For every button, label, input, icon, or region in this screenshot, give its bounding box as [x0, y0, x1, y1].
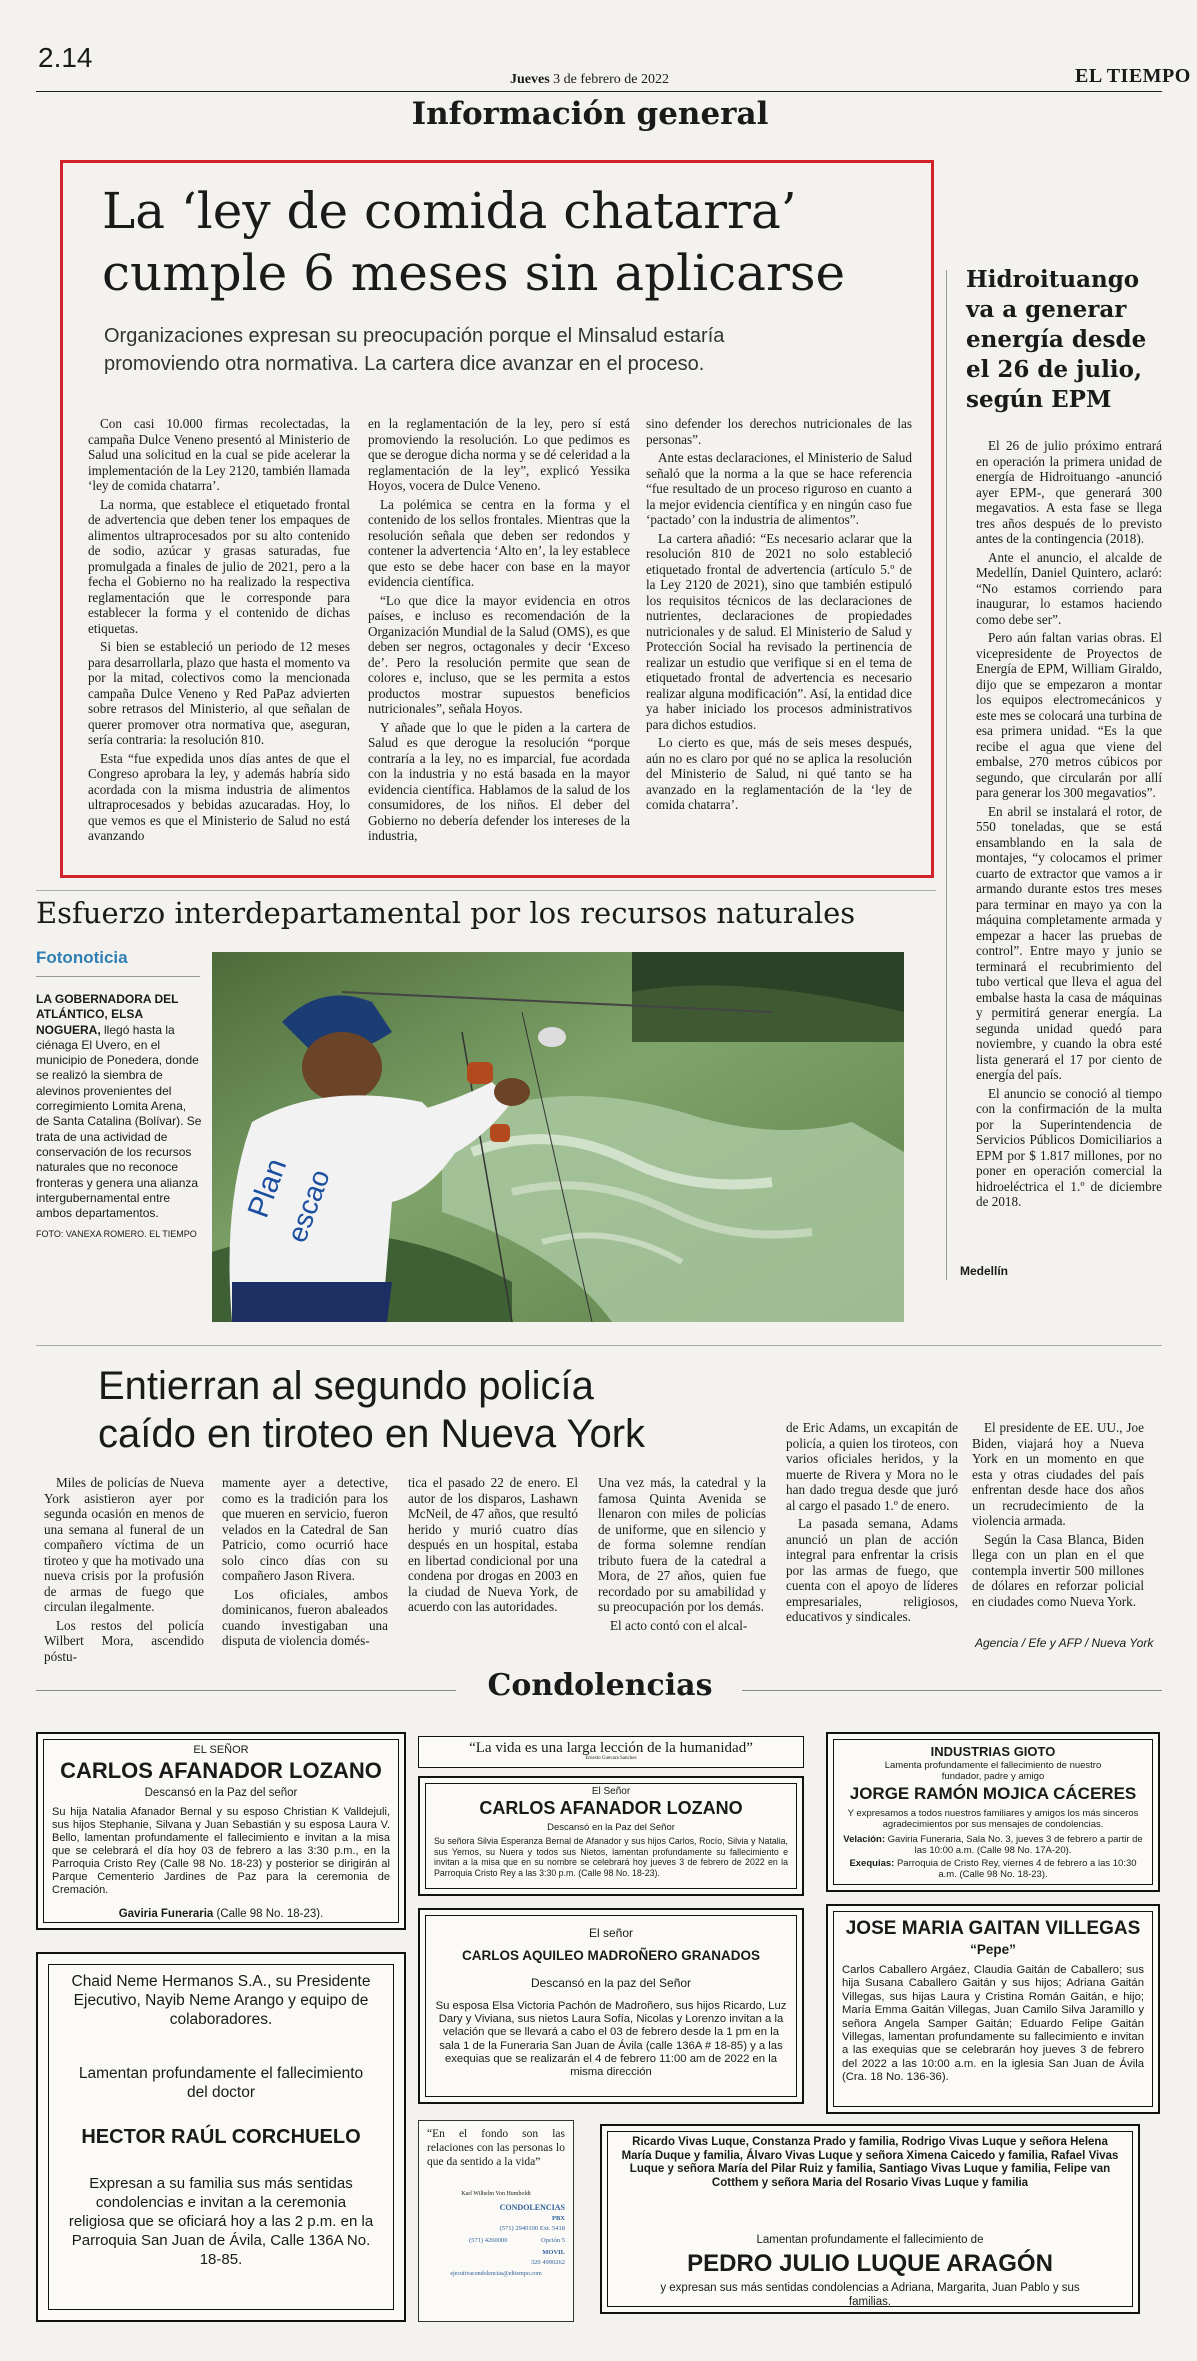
ny-headline-line-2: caído en tiroteo en Nueva York: [98, 1412, 646, 1456]
paragraph: El 26 de julio próximo entrará en operación la primera unidad de energía de Hidroituango -anunció ayer EPM-, que generará 300 megavatios. A esta fase se llega tres años después de lo previsto antes de la contingencia (2018).: [976, 438, 1162, 546]
caption-text: llegó hasta la ciénaga El Uvero, en el municipio de Ponedera, donde se realizó la siembra de alevinos provenientes del corregimiento Lomita Arena, de Santa Catalina (Bolívar). Se trata de una actividad de conservación de los recursos naturales que no reconoce fronteras y genera una alianza intergubernamental entre ambos departamentos.: [36, 1022, 202, 1221]
photo-credit: FOTO: VANEXA ROMERO. EL TIEMPO: [36, 1229, 197, 1240]
headline-line-1: La ‘ley de comida chatarra’: [102, 182, 797, 240]
paragraph: Los oficiales, ambos dominicanos, fueron abaleados cuando investigaban una disputa de violencia domés-: [222, 1586, 388, 1648]
date-rest: 3 de febrero de 2022: [553, 72, 670, 87]
condolence-ad-madronero: [418, 1908, 804, 2104]
ad5-movil: 320 4990262: [530, 2259, 565, 2266]
paragraph: El acto contó con el alcal-: [610, 1617, 748, 1633]
paragraph: “Lo que dice la mayor evidencia en otros países, e incluso es recomendación de la Organización Mundial de la Salud (OMS), es que deben ser negros, octagonales y decir ‘Exceso de’. Pero la resolución permite que sean de colores e, incluso, que se les permita a estos productos mostrar supuestos beneficios nutricionales”, señala Hoyos.: [368, 592, 630, 716]
fisherman-photo: [212, 952, 904, 1322]
section-title: Información general: [411, 96, 769, 132]
ad4-name: CARLOS AQUILEO MADROÑERO GRANADOS: [461, 1948, 760, 1963]
paragraph: Y añade que lo que le piden a la cartera de Salud es que derogue la resolución “porque contraría a la ley, no es imparcial, fue acordada con la industria y no está basada en la mayor evidencia científica. Hablamos de la salud de los consumidores, de los niños. El deber del Gobierno no debería defender los intereses de la industria,: [368, 719, 630, 843]
ad5-other-label: Opción 5: [540, 2237, 565, 2244]
ad4-rest: Descansó en la paz del Señor: [530, 1976, 692, 1990]
ny-story-rule: [36, 1345, 1162, 1346]
ad5-brand: CONDOLENCIAS: [499, 2203, 565, 2212]
ad8-family: Ricardo Vivas Luque, Constanza Prado y familia, Rodrigo Vivas Luque y señora Helena María Duque y familia, Álvaro Vivas Luque y señora Ximena Caicedo y familia, Rafael Vivas Luque y señora María del Pilar Ruiz y familia, Santiago Vivas Luque y familia, Felipe van Cotthem y señora Maria del Rosario Vivas Luque y familia: [621, 2136, 1119, 2189]
ny-column-6: [972, 1420, 1144, 1612]
ny-story-headline: [98, 1362, 645, 1458]
ad1-name: CARLOS AFANADOR LOZANO: [60, 1758, 382, 1783]
main-story-deck: Organizaciones expresan su preocupación porque el Minsalud estaría promoviendo otra normativa. La cartera dice avanzar en el proceso.: [104, 325, 725, 375]
headline-line-2: cumple 6 meses sin aplicarse: [102, 244, 846, 302]
ad6-lament: Lamenta profundamente el fallecimiento de nuestro fundador, padre y amigo: [884, 1760, 1102, 1782]
shirt-text-2: escao: [281, 1165, 336, 1247]
condolence-ad-afanador-1: [36, 1732, 406, 1930]
ad7-nickname: “Pepe”: [970, 1942, 1016, 1957]
ad3-name: CARLOS AFANADOR LOZANO: [479, 1798, 743, 1818]
ad6-velacion: [842, 1834, 1144, 1856]
ad5-author: Karl Wilhelm Von Humboldt: [461, 2191, 531, 2197]
ad6-body: Y expresamos a todos nuestros familiares y amigos los más sinceros agradecimientos por sus mensajes de condolencias.: [847, 1808, 1139, 1830]
header-rule: [36, 91, 1162, 92]
ad8-closing: y expresan sus más sentidas condolencias a Adriana, Margarita, Juan Pablo y sus familias.: [660, 2282, 1080, 2308]
ad1-footer: [38, 1908, 404, 1920]
main-story-headline: [102, 180, 845, 304]
ad3-quote-box: [418, 1736, 804, 1768]
ny-column-3: [408, 1475, 578, 1618]
ad6-velacion-text: Gaviria Funeraria, Sala No. 3, jueves 3 de febrero a partir de las 10:00 a.m. (Calle 98 No. 17A-20).: [887, 1834, 1143, 1856]
ny-column-2: [222, 1475, 388, 1652]
side-story-dateline: Medellín: [960, 1264, 1009, 1278]
paragraph: Lo cierto es que, más de seis meses después, aún no es claro por qué no se aplica la resolución del Ministerio de Salud, ni qué tanto se ha avanzado en la reglamentación de la ‘ley de comida chatarra’.: [646, 735, 912, 812]
paragraph: en la reglamentación de la ley, pero sí está promoviendo la resolución. Lo que pedimos es que se derogue dicha norma y se dé celeridad a la reglamentación de la ley”, explicó Yessika Hoyos, vocera de Dulce Veneno.: [368, 416, 630, 493]
ny-column-1: [44, 1475, 204, 1667]
ad1-rest: Descansó en la Paz del señor: [144, 1787, 298, 1799]
paragraph: Una vez más, la catedral y la famosa Quinta Avenida se llenaron con miles de policías de uniforme, que en silencio y de forma solemne rendían tributo fuera de la catedral a Mora, de 27 años, quien fue recordado por su amabilidad y su preocupación por los demás.: [598, 1475, 766, 1614]
ad1-funeral-home: Gaviria Funeraria: [118, 1908, 214, 1920]
ad6-exequias: [842, 1858, 1144, 1880]
paragraph: mamente ayer a detective, como es la tradición para los que mueren en servicio, fueron velados en la Catedral de San Patricio, como ocurrió hace solo cinco días con su compañero Jason Rivera.: [222, 1475, 388, 1583]
ad4-body: Su esposa Elsa Victoria Pachón de Madroñero, sus hijos Ricardo, Luz Dary y Viviana, sus nietos Laura Sofía, Nicolas y Lorenzo invitan a la velación que se llevará a cabo el 03 de febrero desde la 1 pm en la sala 1 de la Funeraria San Juan de Ávila (calle 136A # 18-85) y a las exequias que se realizarán el 4 de febrero 11:00 am de 2022 en la misma dirección: [435, 2000, 787, 2079]
ad3-body: Su señora Silvia Esperanza Bernal de Afanador y sus hijos Carlos, Rocío, Silvia y Natalia, sus Yernos, su Nuera y todos sus Nietos, lamentan profundamente su fallecimiento e invitan a la misa que en su nombre se celebrará hoy jueves 3 de febrero de 2022 en la Parroquia Cristo Rey a las 3:30 p.m. (Calle 98 No. 18-23).: [434, 1836, 788, 1878]
paragraph: En abril se instalará el rotor, de 550 toneladas, que se está ensamblando en la sala de montajes, “y colocamos el primer cuarto de extractor que vamos a ir armando durante estos tres meses para terminar en mayo ya con la máquina completamente armada y empezar a hacer las pruebas de control”. Entre mayo y junio se terminará el recubrimiento del tubo vertical que lleva el agua del embalse hasta la casa de máquinas y permitirá generar energía. La segunda unidad quedó para noviembre, y cuando la obra esté lista generará el 17 por ciento de energía del país.: [976, 803, 1162, 1082]
condolences-rule-left: [36, 1690, 456, 1691]
paragraph: Los restos del policía Wilbert Mora, ascendido póstu-: [44, 1617, 204, 1664]
ad3-rest: Descansó en la Paz del Señor: [547, 1822, 675, 1833]
condolence-ad-luque: [600, 2124, 1140, 2314]
ad7-name: JOSE MARIA GAITAN VILLEGAS: [845, 1918, 1141, 1939]
photo-caption: [36, 992, 202, 1243]
news-photo: [212, 952, 904, 1322]
ad3-quote: “La vida es una larga lección de la humanidad”: [469, 1740, 753, 1756]
ad8-name: PEDRO JULIO LUQUE ARAGÓN: [687, 2250, 1053, 2277]
condolence-ad-mojica: [826, 1732, 1160, 1892]
paragraph: La polémica se centra en la forma y el contenido de los sellos frontales. Mientras que la resolución señala que deben ser redondos y contener la advertencia ‘Alto en’, la ley establece que esto se debe hacer con base en la mayor evidencia científica.: [368, 496, 630, 589]
paragraph: Según la Casa Blanca, Biden llega con un plan en el que contempla invertir 500 millones de dólares en reforzar policial en ciudades como Nueva York.: [972, 1531, 1144, 1609]
ad5-quote: “En el fondo son las relaciones con las personas lo que da sentido a la vida”: [427, 2128, 565, 2168]
ny-column-4: [598, 1475, 766, 1636]
ad3-quote-author: Ernesto Guevara Sanchez: [585, 1756, 637, 1761]
ad1-prefix: EL SEÑOR: [193, 1744, 249, 1756]
ny-headline-line-1: Entierran al segundo policía: [98, 1364, 594, 1408]
ad3-prefix: El Señor: [591, 1786, 631, 1797]
photo-kicker: Fotonoticia: [36, 948, 128, 967]
main-story-column-1: [88, 416, 350, 847]
photo-kicker-rule: [36, 976, 200, 977]
ad4-prefix: El señor: [588, 1926, 634, 1940]
condolences-rule-right: [742, 1690, 1162, 1691]
ad5-movil-label: MOVIL: [542, 2249, 565, 2256]
condolences-title: Condolencias: [487, 1668, 713, 1703]
ad1-funeral-address: (Calle 98 No. 18-23).: [216, 1908, 324, 1920]
main-story-column-2: [368, 416, 630, 847]
paragraph: La cartera añadió: “Es necesario aclarar que la resolución 810 de 2021 no solo estableció etiquetado frontal de advertencia (artículo 5.º de la Ley 2120 de 2021), sino que también estipuló los requisitos técnicos de las declaraciones de nutrientes, declaraciones de propiedades nutricionales y de salud. El Ministerio de Salud y Protección Social ha revisado la pertinencia de realizar un estudio que verifique si en el tema de etiquetado frontal de advertencia es necesario realizar alguna modificación”. Así, la entidad dice ya haber iniciado los procesos administrativos para dichos estudios.: [646, 530, 912, 732]
paragraph: La norma, que establece el etiquetado frontal de advertencia que deben tener los empaques de alimentos ultraprocesados por su alto contenido de sodio, azúcar y grasas saturadas, fue promulgada a finales de julio de 2021, pero a la fecha el Gobierno no ha realizado la respectiva reglamentación que le corresponde para establecer la forma y el contenido de dichas etiquetas.: [88, 496, 350, 636]
photo-story-rule: [36, 890, 936, 891]
condolence-ad-corchuelo: [36, 1952, 406, 2322]
newspaper-logo: EL TIEMPO: [1075, 65, 1191, 87]
paragraph: Con casi 10.000 firmas recolectadas, la campaña Dulce Veneno presentó al Ministerio de Salud una solicitud en la cual se pide acelerar la implementación de la Ley 2120, también llamada ‘ley de comida chatarra’.: [88, 416, 350, 493]
side-story-body: [976, 438, 1162, 1213]
ny-column-5: [786, 1420, 958, 1628]
paragraph: sino defender los derechos nutricionales de las personas”.: [646, 416, 912, 447]
shirt-text-1: Plan: [241, 1154, 294, 1223]
ad1-body: Su hija Natalia Afanador Bernal y su esposo Christian K Valldejuli, sus hijos Stephanie, Silvana y Juan Sebastián y su esposa Laura V. Bello, lamentan profundamente el fallecimiento e invitan a la misa que se celebrará el día hoy 03 de febrero a las 3:30 p.m., en la Parroquia Cristo Rey (Calle 98 No. 18-23) y posterior se dirigirán al Parque Cementerio Jardines de Paz para la ceremonia de Cremación.: [52, 1806, 390, 1896]
paragraph: Miles de policías de Nueva York asistieron ayer por segunda ocasión en menos de una semana al funeral de un compañero víctima de un tiroteo y que ha motivado una nueva crisis por la profusión de armas de fuego que circulan ilegalmente.: [44, 1475, 204, 1614]
ad2-body-2: Lamentan profundamente el fallecimiento del doctor: [78, 2065, 364, 2101]
ad5-pbx: (571) 2940100 Ext. 5418: [499, 2225, 565, 2232]
condolence-ad-gaitan: [826, 1904, 1160, 2114]
condolence-service-ad: [418, 2120, 574, 2322]
page-date: [510, 72, 669, 88]
ad8-lament: Lamentan profundamente el fallecimiento de: [756, 2234, 984, 2246]
ad6-exequias-label: Exequias:: [849, 1858, 895, 1869]
caption-lead: LA GOBERNADORA DEL ATLÁNTICO, ELSA NOGUERA,: [36, 992, 179, 1037]
ad5-email[interactable]: ejecutivacondolencias@eltiempo.com: [450, 2271, 542, 2277]
ad2-body-1: Chaid Neme Hermanos S.A., su Presidente Ejecutivo, Nayib Neme Arango y equipo de colaboradores.: [71, 1973, 371, 2028]
ny-story-credit: Agencia / Efe y AFP / Nueva York: [975, 1636, 1154, 1650]
paragraph: La pasada semana, Adams anunció un plan de acción integral para enfrentar la crisis por las armas de fuego, que cuenta con el apoyo de líderes empresariales, religiosos, educativos y sindicales.: [786, 1516, 958, 1624]
paragraph: Ante el anuncio, el alcalde de Medellín, Daniel Quintero, aclaró: “No estamos corriendo para inaugurar, lo estamos haciendo como debe ser”.: [976, 549, 1162, 627]
ad6-name: JORGE RAMÓN MOJICA CÁCERES: [849, 1784, 1137, 1803]
paragraph: El presidente de EE. UU., Joe Biden, viajará hoy a Nueva York en un momento en que esta y otras ciudades del país enfrentan desde hace dos años un recrudecimiento de la violencia armada.: [972, 1420, 1144, 1528]
ad7-body: Carlos Caballero Argáez, Claudia Gaitán de Caballero; sus hija Susana Caballero Gaitán y sus hijos; Adriana Gaitán Villegas, sus hijas Laura y Cristina Román Gaitán, e hijo; María Emma Gaitán Villegas, Juan Camilo Silva Jaramillo y señora Angela Samper Gaitán; Eduardo Felipe Gaitán Villegas, lamentan profundamente su fallecimiento e invitan a las exequias que se celebrarán hoy jueves 3 de febrero del 2022 a las 10:00 a.m. en la iglesia San Juan de Ávila (Cra. 18 No. 136-36).: [842, 1964, 1144, 2084]
photo-story-headline: Esfuerzo interdepartamental por los recursos naturales: [36, 896, 856, 930]
main-story-column-3: [646, 416, 912, 816]
condolence-ad-afanador-2: [418, 1776, 804, 1896]
paragraph: Pero aún faltan varias obras. El vicepresidente de Proyectos de Energía de EPM, William Giraldo, dijo que se empezaron a montar los equipos electromecánicos y este mes se colocará una turbina de esa primera unidad. “Es la que recibe el agua que viene del embalse, 270 metros cúbicos por segundo, que circularán por allí para generar los 300 megavatios”.: [976, 630, 1163, 800]
paragraph: de Eric Adams, un excapitán de policía, a quien los tiroteos, con varios oficiales heridos, y la muerte de Rivera y Mora no le han dado tregua desde que juró al cargo el pasado 1.º de enero.: [786, 1420, 958, 1513]
paragraph: Si bien se estableció un periodo de 12 meses para desarrollarla, plazo que hasta el momento va por la mitad, colectivos como la mencionada campaña Dulce Veneno y Red PaPaz advierten sobre retrasos del Ministerio, al que señalan de querer promover otra normativa que, aseguran, sería contraria: la resolución 810.: [88, 639, 350, 747]
page-number: 2.14: [38, 42, 93, 73]
paragraph: tica el pasado 22 de enero. El autor de los disparos, Lashawn McNeil, de 47 años, que resultó herido y murió cuatro días después en un hospital, estaba en libertad condicional por una condena por drogas en 2003 en la ciudad de Nueva York, de acuerdo con las autoridades.: [408, 1475, 578, 1614]
paragraph: El anuncio se conoció al tiempo con la confirmación de la multa por la Superintendencia de Servicios Públicos Domiciliarios a EPM por $ 1.817 millones, por no poner en operación comercial la hidroeléctrica el 1.º de diciembre de 2018.: [976, 1085, 1162, 1209]
ad5-other: (571) 4260000: [469, 2237, 508, 2244]
paragraph: Esta “fue expedida unos días antes de que el Congreso aprobara la ley, y además habría sido acordada con la misma industria de alimentos ultraprocesados y bebidas azucaradas. Hoy, lo que vemos es que el Ministerio de Salud no está avanzando: [88, 750, 350, 843]
side-story-headline: Hidroituango va a generar energía desde el 26 de julio, según EPM: [966, 266, 1147, 413]
side-column-divider: [946, 270, 947, 1280]
paragraph: Ante estas declaraciones, el Ministerio de Salud señaló que la norma a la que se hace referencia “fue resultado de un proceso riguroso en cuanto a la mejor evidencia científica y en ningún caso fue ‘pactado’ con la industria de alimentos”.: [646, 450, 912, 527]
date-day: Jueves: [510, 72, 550, 87]
ad6-company: INDUSTRIAS GIOTO: [930, 1744, 1056, 1759]
ad2-body-3: Expresan a su familia sus más sentidas condolencias e invitan a la ceremonia religiosa que se oficiará hoy a las 2 p.m. en la Parroquia San Juan de Ávila, Calle 136A No. 18-85.: [68, 2175, 374, 2268]
ad5-pbx-label: PBX: [552, 2215, 565, 2222]
ad2-name: HECTOR RAÚL CORCHUELO: [81, 2126, 361, 2148]
ad6-exequias-text: Parroquia de Cristo Rey, viernes 4 de febrero a las 10:30 a.m. (Calle 98 No. 18-23).: [896, 1858, 1137, 1880]
ad6-velacion-label: Velación:: [843, 1834, 885, 1845]
